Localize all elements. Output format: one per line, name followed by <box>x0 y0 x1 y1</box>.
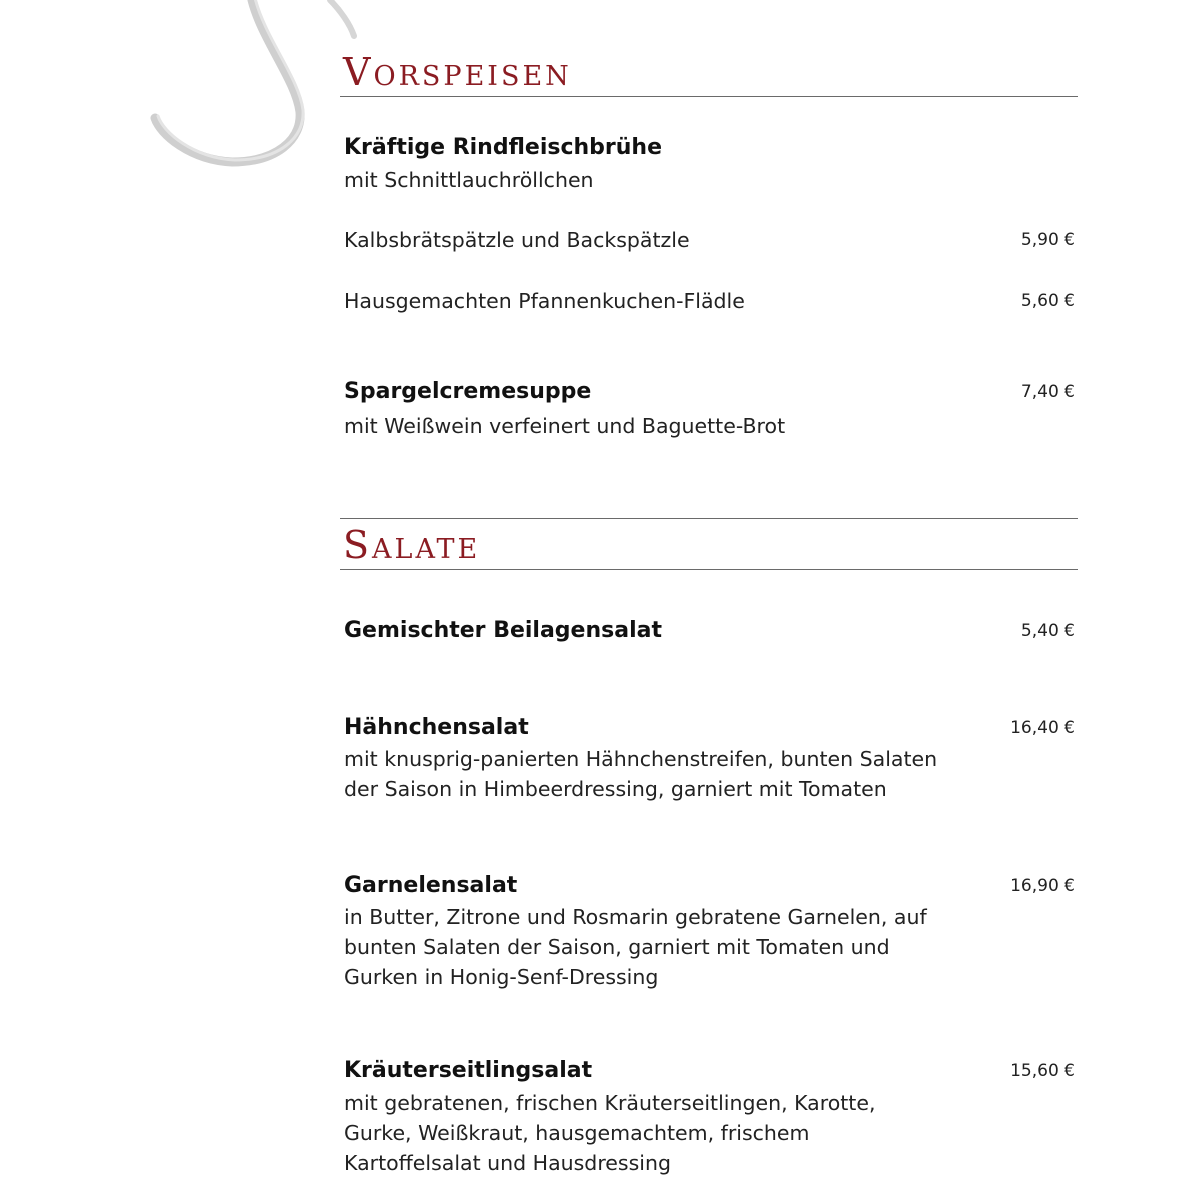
menu-item-name: Kalbsbrätspätzle und Backspätzle <box>344 228 690 252</box>
menu-item-name: Garnelensalat <box>344 873 518 898</box>
description-line: in Butter, Zitrone und Rosmarin gebratene Garnelen, auf <box>344 905 927 929</box>
menu-item-price: 16,40 € <box>1010 718 1075 738</box>
description-line: Gurken in Honig-Senf-Dressing <box>344 965 659 989</box>
section-divider <box>340 569 1078 570</box>
menu-item-name: Spargelcremesuppe <box>344 379 592 404</box>
menu-item-price: 16,90 € <box>1010 876 1075 896</box>
section-divider <box>340 96 1078 97</box>
menu-item-name: Kräuterseitlingsalat <box>344 1058 593 1083</box>
section-divider <box>340 518 1078 519</box>
menu-item-price: 15,60 € <box>1010 1061 1075 1081</box>
menu-item-name: Hähnchensalat <box>344 715 529 740</box>
menu-item-description <box>344 1088 875 1178</box>
menu-item-name: Kräftige Rindfleischbrühe <box>344 135 663 160</box>
calligraphic-flourish-icon <box>0 0 400 260</box>
menu-item-name: Gemischter Beilagensalat <box>344 618 662 643</box>
description-line: mit knusprig-panierten Hähnchenstreifen, bunten Salaten <box>344 747 938 771</box>
menu-item-price: 7,40 € <box>1020 382 1075 402</box>
section-heading-salate: Salate <box>343 523 481 567</box>
description-line: mit gebratenen, frischen Kräuterseitlingen, Karotte, <box>344 1091 876 1115</box>
section-heading-vorspeisen: Vorspeisen <box>343 50 572 94</box>
menu-item-description <box>344 902 927 992</box>
description-line: Kartoffelsalat und Hausdressing <box>344 1151 671 1175</box>
description-line: der Saison in Himbeerdressing, garniert mit Tomaten <box>344 777 887 801</box>
description-line: bunten Salaten der Saison, garniert mit Tomaten und <box>344 935 890 959</box>
menu-item-description: mit Weißwein verfeinert und Baguette-Brot <box>344 414 786 438</box>
menu-item-price: 5,90 € <box>1020 230 1075 250</box>
menu-item-name: Hausgemachten Pfannenkuchen-Flädle <box>344 289 745 313</box>
menu-item-price: 5,60 € <box>1020 291 1075 311</box>
description-line: Gurke, Weißkraut, hausgemachtem, frischem <box>344 1121 810 1145</box>
menu-item-price: 5,40 € <box>1020 621 1075 641</box>
menu-item-description <box>344 744 937 804</box>
menu-item-description: mit Schnittlauchröllchen <box>344 168 594 192</box>
